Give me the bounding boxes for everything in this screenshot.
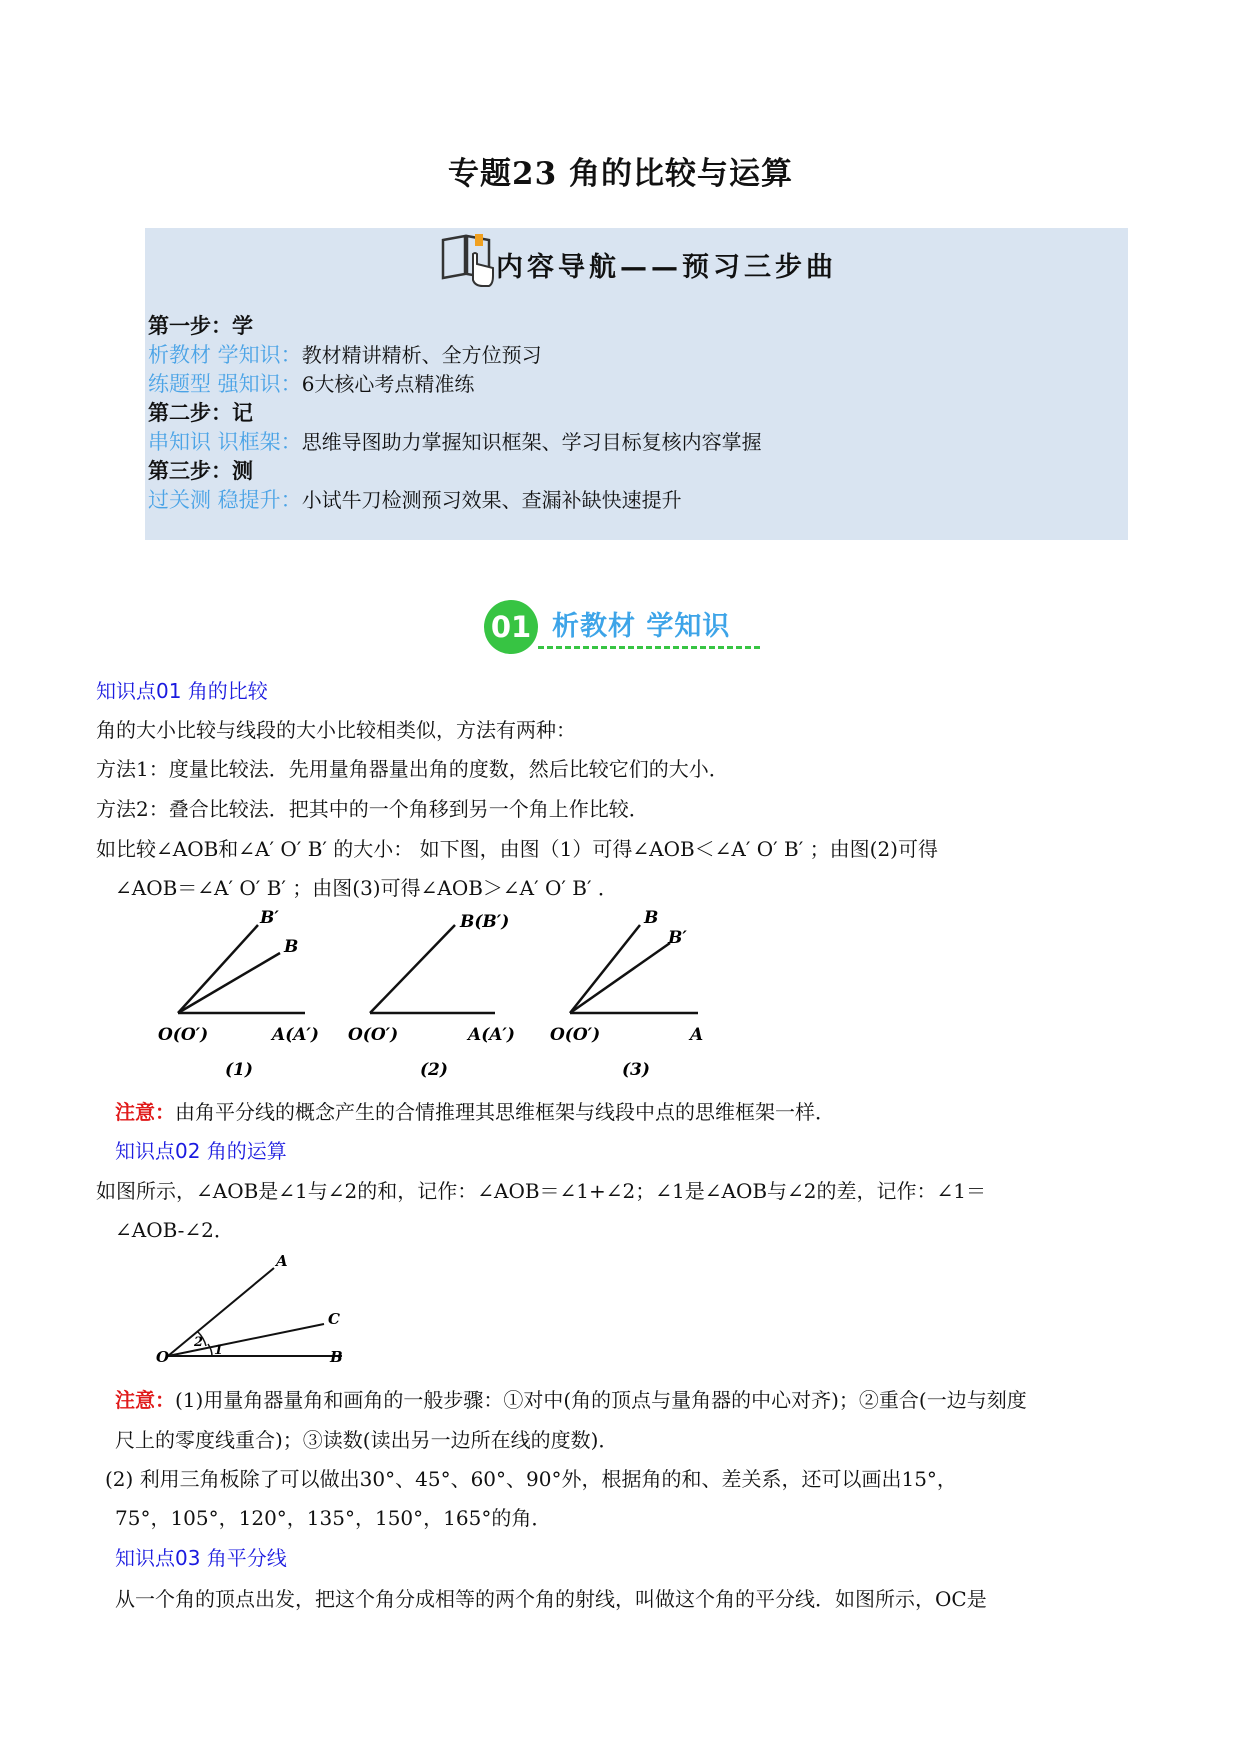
section-underline xyxy=(538,646,760,649)
kp1-note xyxy=(115,1096,835,1125)
fig1-label-a: A(A′) xyxy=(272,1025,319,1045)
nav-line-2-label: 练题型 强知识： xyxy=(148,372,302,396)
figure-1 xyxy=(158,908,319,1080)
figure-2 xyxy=(348,912,515,1080)
kp2-paragraph-1: 如图所示，∠AOB是∠1与∠2的和，记作：∠AOB＝∠1+∠2；∠1是∠AOB与∠2的差，记作：∠1＝ xyxy=(96,1179,987,1203)
nav-line-4 xyxy=(148,484,682,514)
angle-sum-figure xyxy=(150,1252,360,1372)
fig3-label-o: O(O′) xyxy=(550,1025,601,1045)
nav-line-3-label: 串知识 识框架： xyxy=(148,430,302,454)
kp2-note-line-1 xyxy=(115,1384,1027,1413)
knowledge-point-1-heading: 知识点01 角的比较 xyxy=(96,679,268,703)
fig4-label-o: O xyxy=(156,1348,170,1366)
navigation-heading: 内容导航——预习三步曲 xyxy=(496,252,837,283)
nav-line-1 xyxy=(148,339,542,369)
book-pointer-icon xyxy=(437,228,497,288)
kp2-paragraph-4: 75°，105°，120°，135°，150°，165°的角． xyxy=(115,1506,552,1530)
fig4-label-2: 2 xyxy=(194,1335,204,1350)
kp1-paragraph-2: 方法1：度量比较法．先用量角器量出角的度数，然后比较它们的大小． xyxy=(96,757,729,781)
kp1-paragraph-3: 方法2：叠合比较法．把其中的一个角移到另一个角上作比较． xyxy=(96,797,649,821)
kp2-note-text-1: (1)用量角器量角和画角的一般步骤：①对中(角的顶点与量角器的中心对齐)；②重合(一边与刻度 xyxy=(175,1388,1027,1412)
page-title: 专题23 角的比较与运算 xyxy=(448,156,793,192)
nav-line-4-text: 小试牛刀检测预习效果、查漏补缺快速提升 xyxy=(301,488,682,512)
angle-comparison-figures xyxy=(150,905,730,1080)
fig1-caption: (1) xyxy=(225,1060,253,1080)
fig4-label-1: 1 xyxy=(214,1343,224,1358)
kp2-paragraph-3: (2) 利用三角板除了可以做出30°、45°、60°、90°外，根据角的和、差关系，还可以画出15°， xyxy=(105,1467,957,1491)
step-3-label: 第三步：测 xyxy=(148,459,253,483)
kp3-paragraph-1: 从一个角的顶点出发，把这个角分成相等的两个角的射线，叫做这个角的平分线．如图所示，OC是 xyxy=(115,1587,987,1611)
kp2-note-line-2: 尺上的零度线重合)；③读数(读出另一边所在线的度数)． xyxy=(115,1428,619,1452)
fig4-label-b: B xyxy=(330,1348,343,1366)
step-1-label: 第一步：学 xyxy=(148,314,253,338)
fig3-caption: (3) xyxy=(622,1060,650,1080)
kp1-note-text: 由角平分线的概念产生的合情推理其思维框架与线段中点的思维框架一样． xyxy=(175,1100,835,1124)
nav-line-1-label: 析教材 学知识： xyxy=(148,343,302,367)
fig1-label-o: O(O′) xyxy=(158,1025,209,1045)
nav-line-2-text: 6大核心考点精准练 xyxy=(301,372,475,396)
knowledge-point-2-heading: 知识点02 角的运算 xyxy=(115,1139,287,1163)
nav-line-4-label: 过关测 稳提升： xyxy=(148,488,302,512)
kp1-paragraph-4: 如比较∠AOB和∠A′ O′ B′ 的大小： 如下图，由图（1）可得∠AOB＜∠A′ O′ B′ ；由图(2)可得 xyxy=(96,837,938,861)
fig1-label-b: B xyxy=(284,937,299,957)
fig3-label-b: B xyxy=(644,908,659,928)
fig1-label-b-prime: B′ xyxy=(260,908,279,928)
section-title: 析教材 学知识 xyxy=(552,611,731,642)
fig4-label-a: A xyxy=(276,1252,288,1270)
section-number-badge: 01 xyxy=(484,600,538,654)
fig2-caption: (2) xyxy=(420,1060,448,1080)
fig4-label-c: C xyxy=(328,1310,340,1328)
kp2-note-label: 注意： xyxy=(115,1388,175,1412)
nav-line-2 xyxy=(148,368,474,398)
fig2-label-b: B(B′) xyxy=(460,912,510,932)
figure-3 xyxy=(550,908,703,1080)
fig2-label-o: O(O′) xyxy=(348,1025,399,1045)
kp1-paragraph-5: ∠AOB＝∠A′ O′ B′ ；由图(3)可得∠AOB＞∠A′ O′ B′ ． xyxy=(115,876,618,900)
nav-line-1-text: 教材精讲精析、全方位预习 xyxy=(301,343,542,367)
nav-line-3-text: 思维导图助力掌握知识框架、学习目标复核内容掌握 xyxy=(301,430,762,454)
kp1-note-label: 注意： xyxy=(115,1100,175,1124)
kp1-paragraph-1: 角的大小比较与线段的大小比较相类似，方法有两种： xyxy=(96,718,576,742)
step-2-label: 第二步：记 xyxy=(148,401,253,425)
kp2-paragraph-2: ∠AOB-∠2． xyxy=(115,1218,234,1242)
fig2-label-a: A(A′) xyxy=(468,1025,515,1045)
fig3-label-a: A xyxy=(690,1025,704,1045)
knowledge-point-3-heading: 知识点03 角平分线 xyxy=(115,1546,287,1570)
fig3-label-b-prime: B′ xyxy=(668,928,687,948)
nav-line-3 xyxy=(148,426,762,456)
